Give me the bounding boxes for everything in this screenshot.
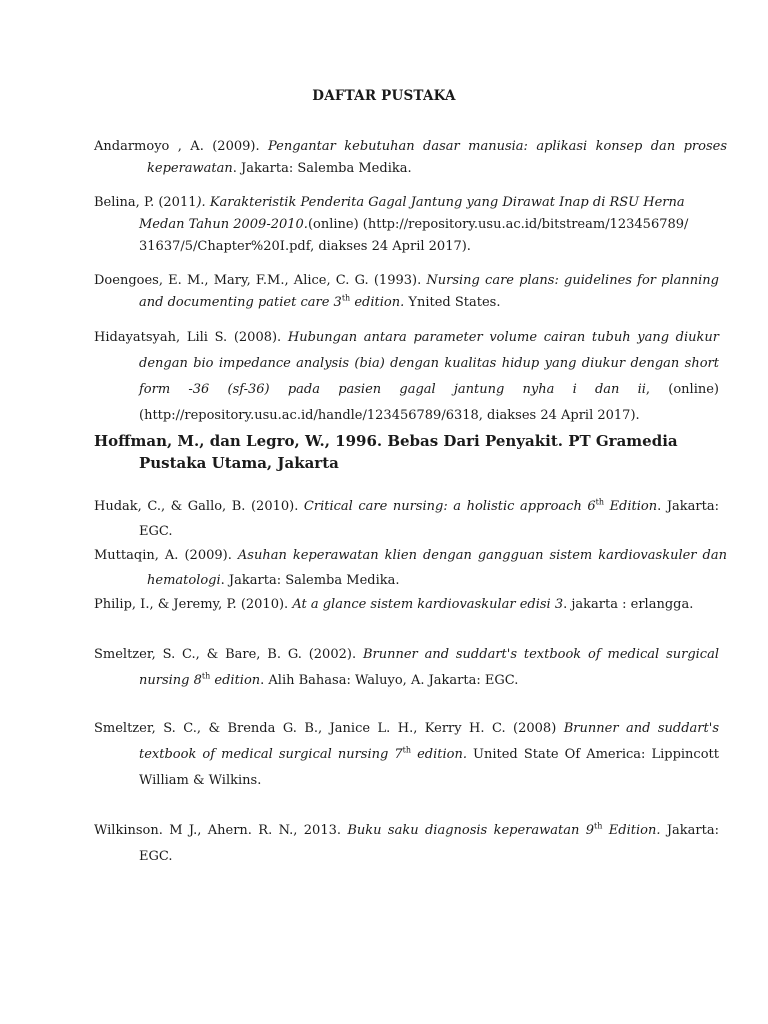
ref-authors: Hidayatsyah, Lili S. (2008). [94,330,288,345]
reference-entry [94,270,719,314]
ref-superscript: th [595,497,605,507]
ref-title: At a glance sistem kardiovaskular edisi 3 [292,597,564,612]
page-title: DAFTAR PUSTAKA [312,88,456,104]
ref-title-cont: edition [210,673,261,688]
ref-title: Brunner and suddart's textbook of medical surgical nursing 8 [139,647,719,688]
ref-authors: Hudak, C., & Gallo, B. (2010). [94,499,304,514]
reference-entry [94,136,727,180]
ref-publisher: . Jakarta: Salemba Medika. [232,161,412,176]
ref-title: Buku saku diagnosis keperawatan 9 [347,823,595,838]
reference-entry [94,192,719,258]
ref-title-cont: Edition [604,499,658,514]
reference-entry [94,642,719,694]
ref-authors: Muttaqin, A. (2009). [94,548,238,563]
ref-authors: Smeltzer, S. C., & Brenda G. B., Janice L. H., Kerry H. C. (2008) [94,721,564,736]
ref-superscript: th [341,293,351,303]
reference-entry [94,494,719,544]
ref-title: Nursing care plans: guidelines for planning and documenting patiet care 3 [139,273,719,310]
ref-superscript: th [201,671,211,681]
reference-entry [94,543,727,593]
ref-authors: Doengoes, E. M., Mary, F.M., Alice, C. G. (1993). [94,273,427,288]
reference-entry [94,716,719,794]
ref-authors: Philip, I., & Jeremy, P. (2010). [94,597,293,612]
ref-publisher: . jakarta : erlangga. [563,597,694,612]
ref-full-text: Hoffman, M., dan Legro, W., 1996. Bebas Dari Penyakit. PT Gramedia Pustaka Utama, Jakarta [94,432,678,472]
ref-publisher: , (online) (http://repository.usu.ac.id/handle/123456789/6318, diakses 24 April 2017). [139,382,719,423]
ref-title: Critical care nursing: a holistic approach 6 [303,499,596,514]
ref-title: Hubungan antara parameter volume cairan tubuh yang diukur dengan bio impedance analysis (bia) dengan kualitas hidup yang diukur dengan short form -36 (sf-36) pada pasien gagal jantung nyha i dan ii [139,330,719,397]
ref-publisher: United State Of America: Lippincott William & Wilkins. [139,747,719,788]
ref-authors: Wilkinson. M J., Ahern. R. N., 2013. [94,823,348,838]
ref-publisher: . Jakarta: Salemba Medika. [220,573,400,588]
reference-entry [94,325,719,429]
ref-title: ). Karakteristik Penderita Gagal Jantung yang Dirawat Inap di RSU Herna Medan Tahun 2009-2010. [139,195,685,232]
ref-publisher: . Alih Bahasa: Waluyo, A. Jakarta: EGC. [260,673,519,688]
ref-title: Asuhan keperawatan klien dengan gangguan sistem kardiovaskuler dan hematologi [147,548,727,588]
ref-publisher: (online) (http://repository.usu.ac.id/bitstream/123456789/ 31637/5/Chapter%20I.pdf, diakses 24 April 2017). [139,217,689,254]
ref-title-cont: Edition. [602,823,661,838]
ref-authors: Belina, P. (2011 [94,195,197,210]
ref-publisher: . Jakarta: EGC. [139,499,719,539]
ref-title: Brunner and suddart's textbook of medical surgical nursing 7 [139,721,719,762]
ref-authors: Smeltzer, S. C., & Bare, B. G. (2002). [94,647,363,662]
ref-title-cont: edition. [350,295,405,310]
ref-title: Pengantar kebutuhan dasar manusia: aplikasi konsep dan proses keperawatan [147,139,727,176]
ref-title-cont: edition. [411,747,467,762]
ref-authors: Andarmoyo , A. (2009). [94,139,268,154]
ref-superscript: th [402,745,412,755]
ref-publisher: Jakarta: EGC. [139,823,719,864]
ref-superscript: th [594,821,603,831]
reference-entry [94,594,719,616]
reference-entry [94,430,719,474]
reference-entry [94,818,719,870]
ref-publisher: Ynited States. [404,295,501,310]
